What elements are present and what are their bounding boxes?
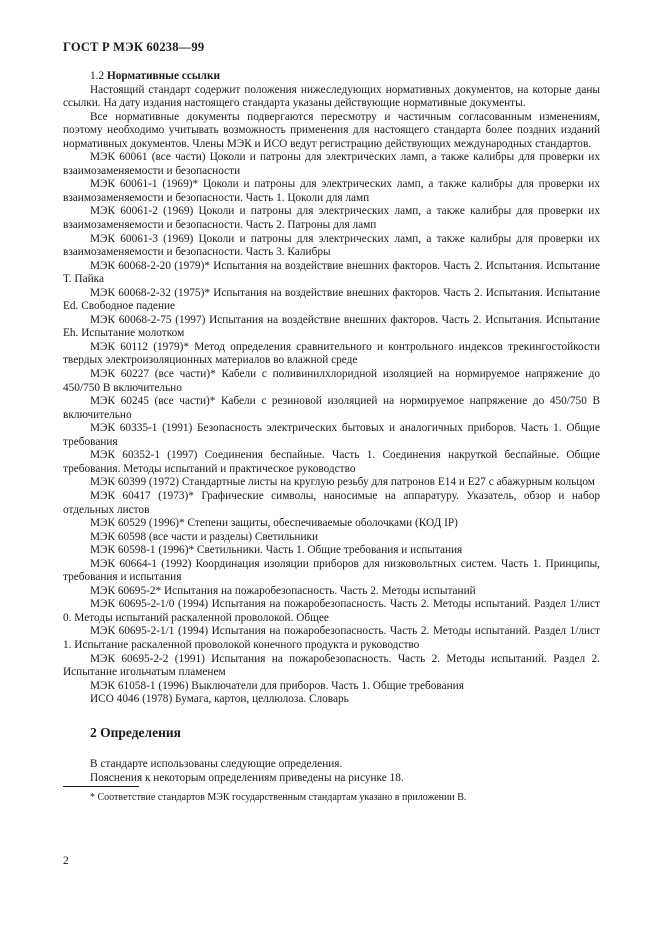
reference-item: МЭК 60399 (1972) Стандартные листы на круглую резьбу для патронов Е14 и Е27 с абажурным кольцом [90, 476, 595, 489]
reference-item: МЭК 60695-2* Испытания на пожаробезопасность. Часть 2. Методы испытаний [90, 584, 476, 597]
reference-item: МЭК 60529 (1996)* Степени защиты, обеспечиваемые оболочками (КОД IP) [90, 517, 458, 530]
section-heading: 2 Определения [90, 724, 181, 740]
intro-paragraph: Все нормативные документы подвергаются пересмотру и частичным согласованным изменениям, поэтому необходимо учитывать возможность применения для настоящего стандарта более поздних изданий нормативных документов. Члены МЭК и ИСО ведут регистрацию действующих международных стандартов. [63, 110, 600, 150]
section-paragraph: Пояснения к некоторым определениям приведены на рисунке 18. [90, 771, 404, 784]
subsection-heading [63, 70, 600, 84]
reference-item: МЭК 60417 (1973)* Графические символы, наносимые на аппаратуру. Указатель, обзор и набор отдельных листов [63, 489, 600, 516]
references-list [63, 151, 600, 706]
intro-paragraph: Настоящий стандарт содержит положения нижеследующих нормативных документов, на которые даны ссылки. На дату издания настоящего стандарта указаны действующие нормативные документы. [63, 83, 600, 110]
reference-item: МЭК 60335-1 (1991) Безопасность электрических бытовых и аналогичных приборов. Часть 1. Общие требования [63, 422, 600, 448]
footnote: * Соответствие стандартов МЭК государственным стандартам указано в приложении В. [90, 792, 467, 804]
reference-item: МЭК 60695-2-2 (1991) Испытания на пожаробезопасность. Часть 2. Методы испытаний. Раздел 2. Испытание игольчатым пламенем [63, 652, 600, 679]
reference-item: МЭК 60695-2-1/1 (1994) Испытания на пожаробезопасность. Часть 2. Методы испытаний. Раздел 1/лист 1. Испытание раскаленной проволокой конечного продукта и руководство [63, 625, 600, 651]
subsection-number: 1.2 [90, 70, 105, 82]
footnote-divider [63, 786, 139, 787]
reference-item: ИСО 4046 (1978) Бумага, картон, целлюлоза. Словарь [90, 693, 349, 706]
reference-item: МЭК 60664-1 (1992) Координация изоляции приборов для низковольтных систем. Часть 1. Принципы, требования и испытания [63, 557, 600, 584]
reference-item: МЭК 60068-2-75 (1997) Испытания на воздействие внешних факторов. Часть 2. Испытания. Испытание Eh. Испытание молотком [63, 313, 600, 340]
reference-item: МЭК 60061-1 (1969)* Цоколи и патроны для электрических ламп, а также калибры для проверки их взаимозаменяемости и безопасности. Часть 1. Цоколи для ламп [63, 178, 600, 204]
section-paragraph: В стандарте использованы следующие определения. [90, 758, 343, 771]
reference-item: МЭК 61058-1 (1996) Выключатели для приборов. Часть 1. Общие требования [90, 679, 464, 692]
page-number: 2 [63, 855, 69, 867]
document-header: ГОСТ Р МЭК 60238—99 [63, 40, 205, 54]
reference-item: МЭК 60068-2-32 (1975)* Испытания на воздействие внешних факторов. Часть 2. Испытания. Испытание Ed. Свободное падение [63, 286, 600, 313]
reference-item: МЭК 60061 (все части) Цоколи и патроны для электрических ламп, а также калибры для проверки их взаимозаменяемости и безопасности [63, 151, 600, 177]
reference-item: МЭК 60695-2-1/0 (1994) Испытания на пожаробезопасность. Часть 2. Методы испытаний. Раздел 1/лист 0. Методы испытаний раскаленной проволокой. Общее [63, 598, 600, 624]
reference-item: МЭК 60245 (все части)* Кабели с резиновой изоляцией на нормируемое напряжение до 450/750 В включительно [63, 395, 600, 421]
reference-item: МЭК 60061-2 (1969) Цоколи и патроны для электрических ламп, а также калибры для проверки их взаимозаменяемости и безопасности. Часть 2. Патроны для ламп [63, 205, 600, 232]
reference-item: МЭК 60068-2-20 (1979)* Испытания на воздействие внешних факторов. Часть 2. Испытания. Испытание Т. Пайка [63, 259, 600, 286]
reference-item: МЭК 60112 (1979)* Метод определения сравнительного и контрольного индексов трекингостойкости твердых электроизоляционных материалов во влажной среде [63, 340, 600, 367]
reference-item: МЭК 60061-3 (1969) Цоколи и патроны для электрических ламп, а также калибры для проверки их взаимозаменяемости и безопасности. Часть 3. Калибры [63, 232, 600, 259]
reference-item: МЭК 60352-1 (1997) Соединения беспайные. Часть 1. Соединения накруткой беспайные. Общие требования. Методы испытаний и практическое руководство [63, 449, 600, 475]
reference-item: МЭК 60227 (все части)* Кабели с поливинилхлоридной изоляцией на нормируемое напряжение до 450/750 В включительно [63, 368, 600, 394]
reference-item: МЭК 60598 (все части и разделы) Светильники [90, 530, 319, 543]
page-content [63, 70, 600, 804]
subsection-title: Нормативные ссылки [106, 70, 221, 82]
reference-item: МЭК 60598-1 (1996)* Светильники. Часть 1. Общие требования и испытания [90, 544, 463, 557]
